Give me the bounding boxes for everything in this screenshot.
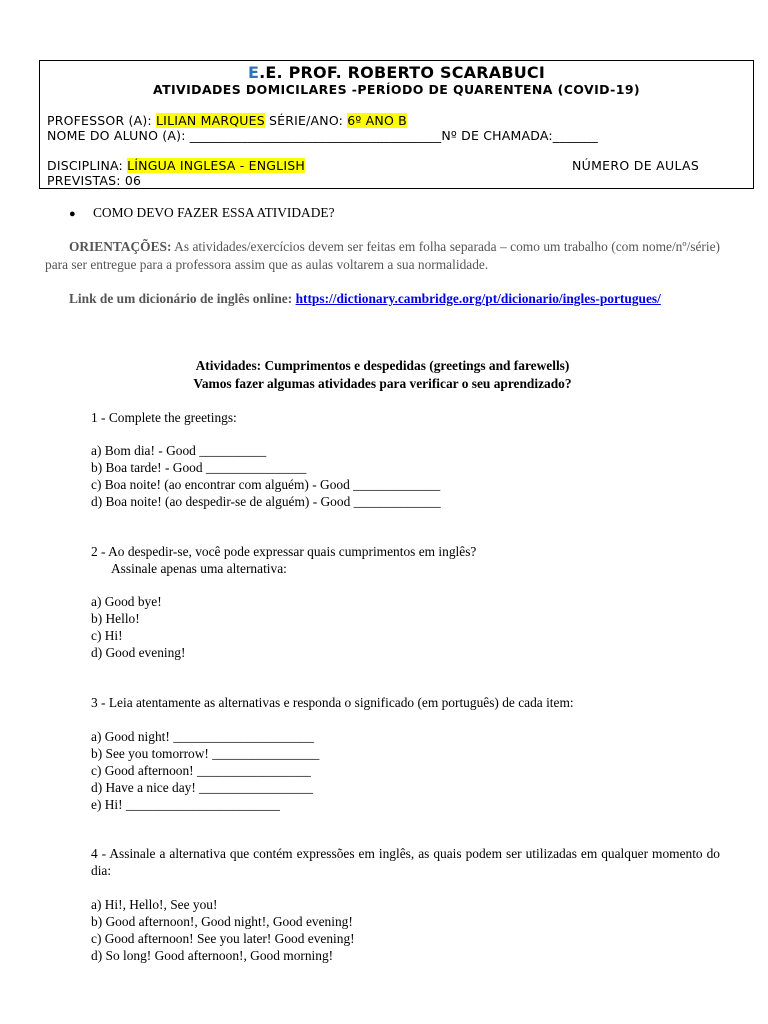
q4-item-d: d) So long! Good afternoon!, Good morning! <box>91 948 334 963</box>
q3-item-a: a) Good night! _____________________ <box>91 729 314 744</box>
school-title <box>40 63 753 82</box>
disciplina-label: DISCIPLINA: <box>47 158 128 173</box>
q3-item-e: e) Hi! _______________________ <box>91 797 280 812</box>
how-to-text: COMO DEVO FAZER ESSA ATIVIDADE? <box>93 205 335 220</box>
q4-item-b: b) Good afternoon!, Good night!, Good evening! <box>91 914 353 929</box>
serie-value: 6º ANO B <box>347 113 407 128</box>
student-name-row: NOME DO ALUNO (A): _______________________________________Nº DE CHAMADA:_______ <box>47 128 598 143</box>
q3-item-b: b) See you tomorrow! ________________ <box>91 746 320 761</box>
q1-item-c: c) Boa noite! (ao encontrar com alguém) - Good _____________ <box>91 477 441 492</box>
school-title-rest: .E. PROF. ROBERTO SCARABUCI <box>259 63 546 82</box>
q3-item-c: c) Good afternoon! _________________ <box>91 763 311 778</box>
orientacoes-text: As atividades/exercícios devem ser feitas em folha separada – como um trabalho (com nome/nº/série) para ser entregue para a professora assim que as aulas voltarem a sua normalidade. <box>45 239 720 272</box>
orientacoes-paragraph <box>45 238 720 274</box>
q1-item-a: a) Bom dia! - Good __________ <box>91 443 267 458</box>
professor-value: LILIAN MARQUES <box>156 113 265 128</box>
q4-item-a: a) Hi!, Hello!, See you! <box>91 897 218 912</box>
previstas-value: 06 <box>124 173 142 188</box>
q2-item-c: c) Hi! <box>91 628 123 643</box>
professor-row <box>47 113 407 128</box>
activities-heading: Atividades: Cumprimentos e despedidas (greetings and farewells) <box>195 358 570 373</box>
q2-item-b: b) Hello! <box>91 611 140 626</box>
dictionary-link-label: Link de um dicionário de inglês online: <box>69 291 296 306</box>
q1-item-d: d) Boa noite! (ao despedir-se de alguém) - Good _____________ <box>91 494 441 509</box>
previstas-label: PREVISTAS: <box>47 173 125 188</box>
school-title-initial: E <box>247 63 260 82</box>
q3-item-d: d) Have a nice day! _________________ <box>91 780 314 795</box>
dictionary-link[interactable]: https://dictionary.cambridge.org/pt/dicionario/ingles-portugues/ <box>295 291 661 306</box>
activities-subheading: Vamos fazer algumas atividades para verificar o seu aprendizado? <box>193 376 572 391</box>
document-subtitle: ATIVIDADES DOMICILARES -PERÍODO DE QUARENTENA (COVID-19) <box>152 82 641 97</box>
q4-prompt: 4 - Assinale a alternativa que contém expressões em inglês, as quais podem ser utilizadas em qualquer momento do dia: <box>91 846 720 878</box>
q1-prompt: 1 - Complete the greetings: <box>91 410 237 425</box>
q2-item-d: d) Good evening! <box>91 645 186 660</box>
q1-item-b: b) Boa tarde! - Good _______________ <box>91 460 307 475</box>
q2-prompt: 2 - Ao despedir-se, você pode expressar quais cumprimentos em inglês? <box>91 544 477 559</box>
q2-instruction: Assinale apenas uma alternativa: <box>111 561 287 576</box>
aulas-label: NÚMERO DE AULAS <box>572 158 700 173</box>
header-box <box>39 60 754 189</box>
disciplina-value: LÍNGUA INGLESA - ENGLISH <box>127 158 305 173</box>
dictionary-link-paragraph <box>45 290 720 308</box>
serie-label: SÉRIE/ANO: <box>264 113 348 128</box>
q2-prompt-line2 <box>91 560 287 577</box>
bullet-icon: ● <box>69 208 76 220</box>
orientacoes-label: ORIENTAÇÕES: <box>69 239 172 254</box>
q2-item-a: a) Good bye! <box>91 594 162 609</box>
q4-item-c: c) Good afternoon! See you later! Good evening! <box>91 931 355 946</box>
disciplina-row <box>47 158 305 173</box>
how-to-line <box>69 205 335 221</box>
professor-label: PROFESSOR (A): <box>47 113 157 128</box>
previstas-row <box>47 173 141 188</box>
q3-prompt: 3 - Leia atentamente as alternativas e responda o significado (em português) de cada item: <box>91 695 574 710</box>
activities-heading-block <box>45 357 720 393</box>
